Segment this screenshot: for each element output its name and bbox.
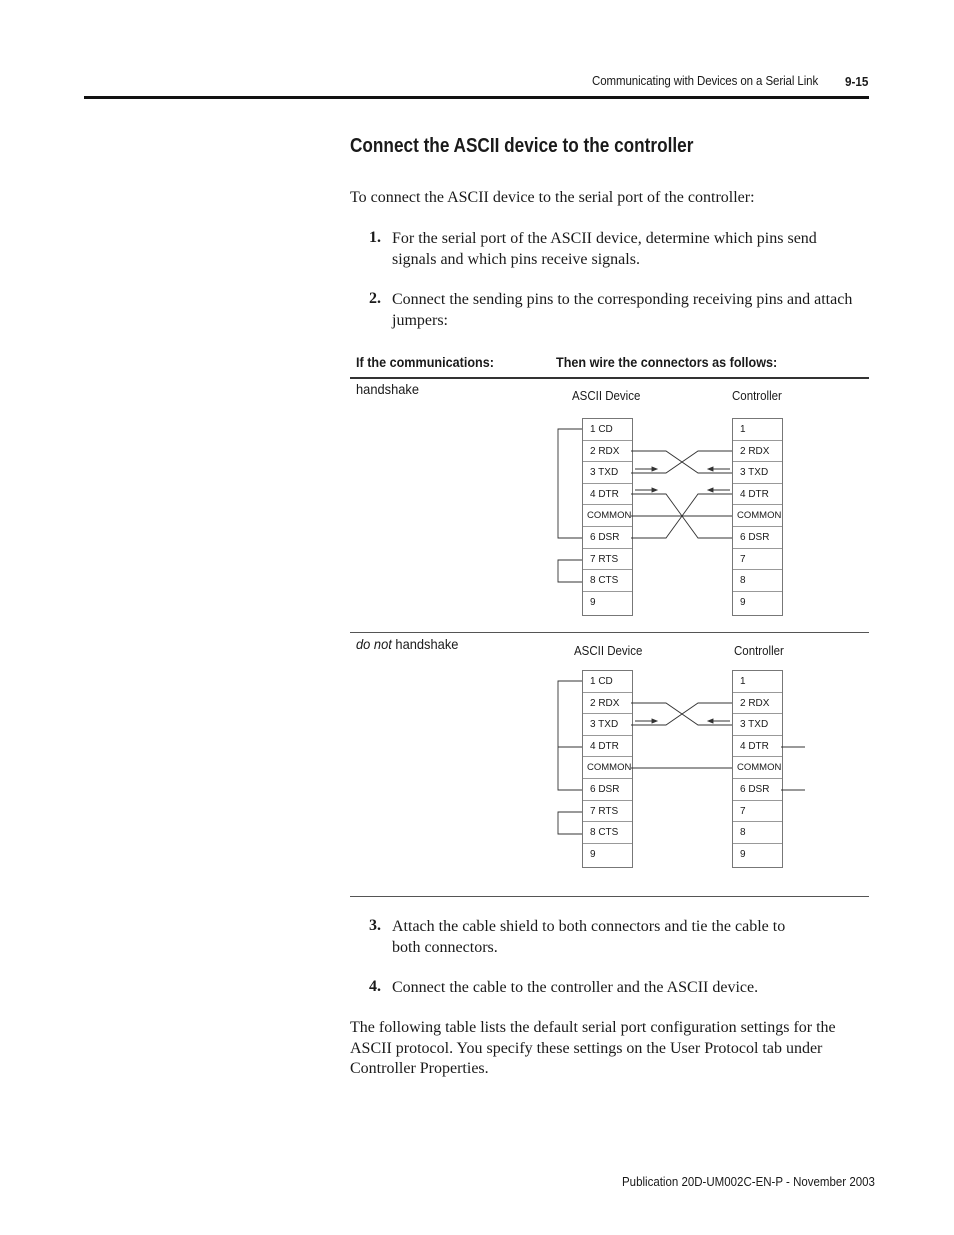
pin-label: COMMON (583, 505, 632, 527)
table-bottom-rule (350, 896, 869, 897)
step-2-number: 2. (369, 290, 381, 307)
row-label-rest: handshake (391, 636, 459, 652)
pin-label: 2 RDX (733, 441, 782, 463)
row-label-emphasis: do not (356, 636, 392, 652)
arrowhead (708, 719, 713, 723)
table-header-wiring: Then wire the connectors as follows: (556, 354, 778, 370)
pin-label: 9 (740, 596, 746, 608)
pin-label: 1 CD (583, 419, 632, 441)
pin-label: 8 (733, 822, 782, 844)
pin-label: 8 CTS (583, 822, 632, 844)
publication-footer: Publication 20D-UM002C-EN-P - November 2003 (622, 1175, 875, 1189)
step-1-line2: signals and which pins receive signals. (392, 250, 640, 268)
closing-line2: ASCII protocol. You specify these settings on the User Protocol tab under (350, 1039, 823, 1057)
section-title: Connect the ASCII device to the controller (350, 135, 694, 157)
step-3-text (392, 917, 872, 958)
pin-label: COMMON (733, 505, 782, 527)
pin-label: 9 (740, 848, 746, 860)
pin-label: COMMON (583, 757, 632, 779)
pin-label: 4 DTR (583, 736, 632, 758)
diagram1-controller-title: Controller (732, 389, 782, 403)
step-3-line1: Attach the cable shield to both connectors and tie the cable to (392, 918, 786, 935)
pin-label: 8 CTS (583, 570, 632, 592)
pin-label: 2 RDX (583, 441, 632, 463)
pin-label: 6 DSR (583, 779, 632, 801)
pin-label: 6 DSR (733, 779, 782, 801)
wire-device-txd-to-controller-rdx (631, 703, 732, 725)
pin-label: 7 RTS (583, 801, 632, 823)
pin-label: 2 RDX (733, 693, 782, 715)
pin-label: 7 (733, 549, 782, 571)
row-label-handshake: handshake (356, 381, 420, 397)
pin-label: 1 (733, 419, 782, 441)
jumper-rts-cts (558, 812, 582, 834)
pin-label: 3 TXD (733, 462, 782, 484)
pin-label: COMMON (733, 757, 782, 779)
intro-paragraph: To connect the ASCII device to the serial port of the controller: (350, 189, 755, 206)
diagram1-device-title: ASCII Device (572, 389, 641, 403)
jumper-cd-dtr-dsr (558, 681, 582, 790)
pin-label: 2 RDX (583, 693, 632, 715)
step-1-number: 1. (369, 229, 381, 246)
pin-label: 7 (733, 801, 782, 823)
pin-label: 4 DTR (733, 484, 782, 506)
pin-label: 3 TXD (583, 462, 632, 484)
pin-label: 4 DTR (583, 484, 632, 506)
pin-label: 1 (733, 671, 782, 693)
step-3-line2: both connectors. (392, 938, 498, 956)
pin-label: 3 TXD (583, 714, 632, 736)
pin-label: 3 TXD (733, 714, 782, 736)
diagram2-controller-title: Controller (734, 644, 784, 658)
step-4-text: Connect the cable to the controller and the ASCII device. (392, 979, 759, 996)
step-2-line1: Connect the sending pins to the corresponding receiving pins and attach (392, 291, 853, 308)
table-header-communications: If the communications: (356, 354, 494, 370)
closing-line3: Controller Properties. (350, 1060, 489, 1077)
pin-label: 4 DTR (733, 736, 782, 758)
diagram2-device-title: ASCII Device (574, 644, 643, 658)
page-number: 9-15 (845, 74, 869, 89)
step-1-line1: For the serial port of the ASCII device, determine which pins send (392, 230, 817, 247)
pin-label: 6 DSR (583, 527, 632, 549)
pin-label: 1 CD (583, 671, 632, 693)
closing-line1: The following table lists the default serial port configuration settings for the (350, 1019, 836, 1036)
pin-label: 7 RTS (583, 549, 632, 571)
step-4-number: 4. (369, 978, 381, 995)
pin-label: 9 (590, 596, 596, 608)
pin-label: 6 DSR (733, 527, 782, 549)
pin-label: 8 (733, 570, 782, 592)
step-3-number: 3. (369, 917, 381, 934)
arrowhead (652, 719, 657, 723)
pin-label: 9 (590, 848, 596, 860)
closing-paragraph (350, 1018, 870, 1080)
step-2-line2: jumpers: (392, 311, 448, 329)
running-header: Communicating with Devices on a Serial Link (592, 74, 819, 88)
